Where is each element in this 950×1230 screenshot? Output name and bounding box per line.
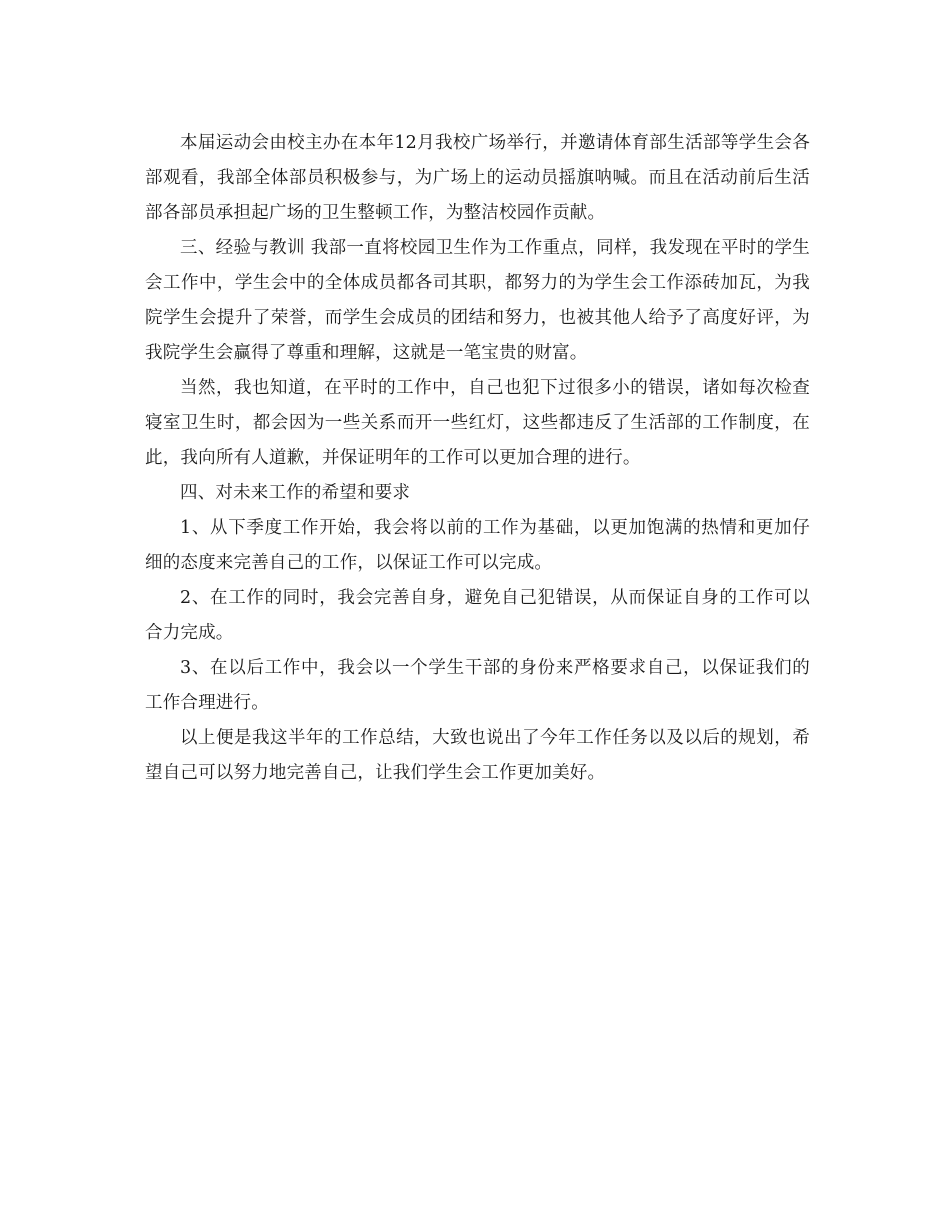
list-item-3: 3、在以后工作中，我会以一个学生干部的身份来严格要求自己，以保证我们的工作合理进行。 <box>145 658 810 713</box>
list-item-2: 2、在工作的同时，我会完善自身，避免自己犯错误，从而保证自身的工作可以合力完成。 <box>145 588 810 643</box>
paragraph-lessons: 三、经验与教训 我部一直将校园卫生作为工作重点，同样，我发现在平时的学生会工作中，学生会中的全体成员都各司其职，都努力的为学生会工作添砖加瓦，为我院学生会提升了荣誉，而学生会成员的团结和努力，也被其他人给予了高度好评，为我院学生会赢得了尊重和理解，这就是一笔宝贵的财富。 <box>145 238 810 363</box>
document-body <box>145 126 810 791</box>
list-item-1: 1、从下季度工作开始，我会将以前的工作为基础，以更加饱满的热情和更加仔细的态度来完善自己的工作，以保证工作可以完成。 <box>145 518 810 573</box>
section-heading-future: 四、对未来工作的希望和要求 <box>180 483 411 503</box>
paragraph-sports-meet: 本届运动会由校主办在本年12月我校广场举行，并邀请体育部生活部等学生会各部观看，我部全体部员积极参与，为广场上的运动员摇旗呐喊。而且在活动前后生活部各部员承担起广场的卫生整顿工作，为整洁校园作贡献。 <box>145 133 810 223</box>
paragraph-conclusion: 以上便是我这半年的工作总结，大致也说出了今年工作任务以及以后的规划，希望自己可以努力地完善自己，让我们学生会工作更加美好。 <box>145 728 810 783</box>
paragraph-mistakes: 当然，我也知道，在平时的工作中，自己也犯下过很多小的错误，诸如每次检查寝室卫生时，都会因为一些关系而开一些红灯，这些都违反了生活部的工作制度，在此，我向所有人道歉，并保证明年的工作可以更加合理的进行。 <box>145 378 810 468</box>
